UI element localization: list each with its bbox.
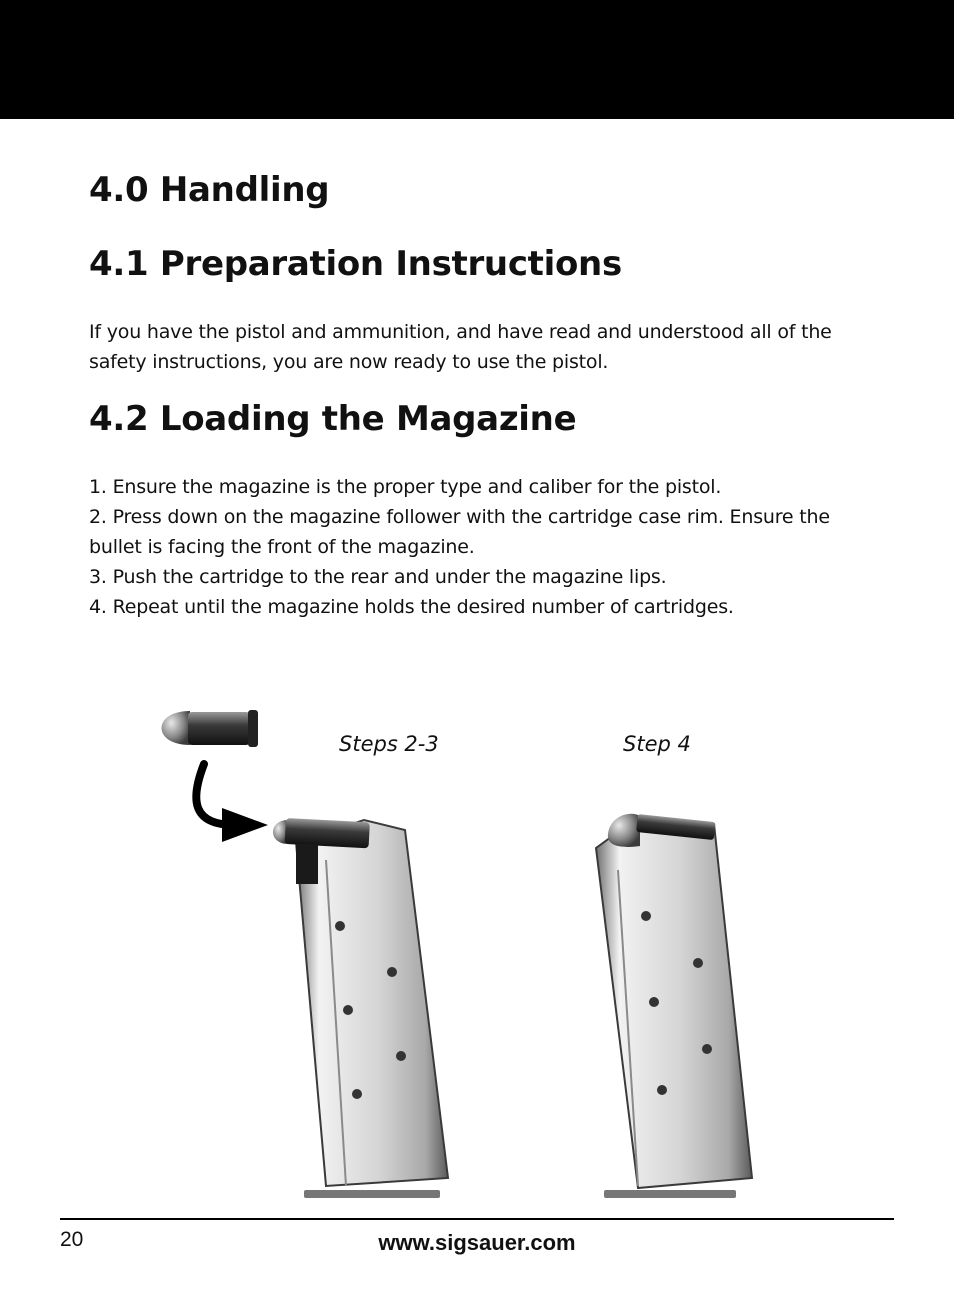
- cartridge-icon: [162, 710, 259, 747]
- section-heading-handling: 4.0 Handling: [89, 170, 330, 210]
- list-item: 1. Ensure the magazine is the proper type and caliber for the pistol.: [89, 476, 722, 498]
- list-item: 4. Repeat until the magazine holds the desired number of cartridges.: [89, 596, 734, 618]
- magazine-icon: [596, 814, 752, 1198]
- footer-divider: [60, 1218, 894, 1220]
- magazine-loading-figure: [40, 620, 840, 1210]
- list-item: 3. Push the cartridge to the rear and under the magazine lips.: [89, 566, 667, 588]
- caption-step-4: Step 4: [623, 732, 691, 756]
- magazine-icon: [273, 818, 448, 1198]
- header-band: [0, 0, 954, 119]
- section-heading-loading-magazine: 4.2 Loading the Magazine: [89, 399, 577, 439]
- page-number: 20: [60, 1228, 84, 1251]
- section-heading-preparation: 4.1 Preparation Instructions: [89, 244, 622, 284]
- preparation-paragraph: If you have the pistol and ammunition, and have read and understood all of the safety instructions, you are now ready to use the pistol.: [89, 321, 832, 373]
- loading-steps-list: [89, 472, 879, 622]
- caption-steps-2-3: Steps 2-3: [339, 732, 439, 756]
- list-item: 2. Press down on the magazine follower with the cartridge case rim. Ensure the bullet is facing the front of the magazine.: [89, 506, 830, 558]
- website-link[interactable]: www.sigsauer.com: [378, 1230, 576, 1255]
- curved-arrow-icon: [196, 764, 268, 842]
